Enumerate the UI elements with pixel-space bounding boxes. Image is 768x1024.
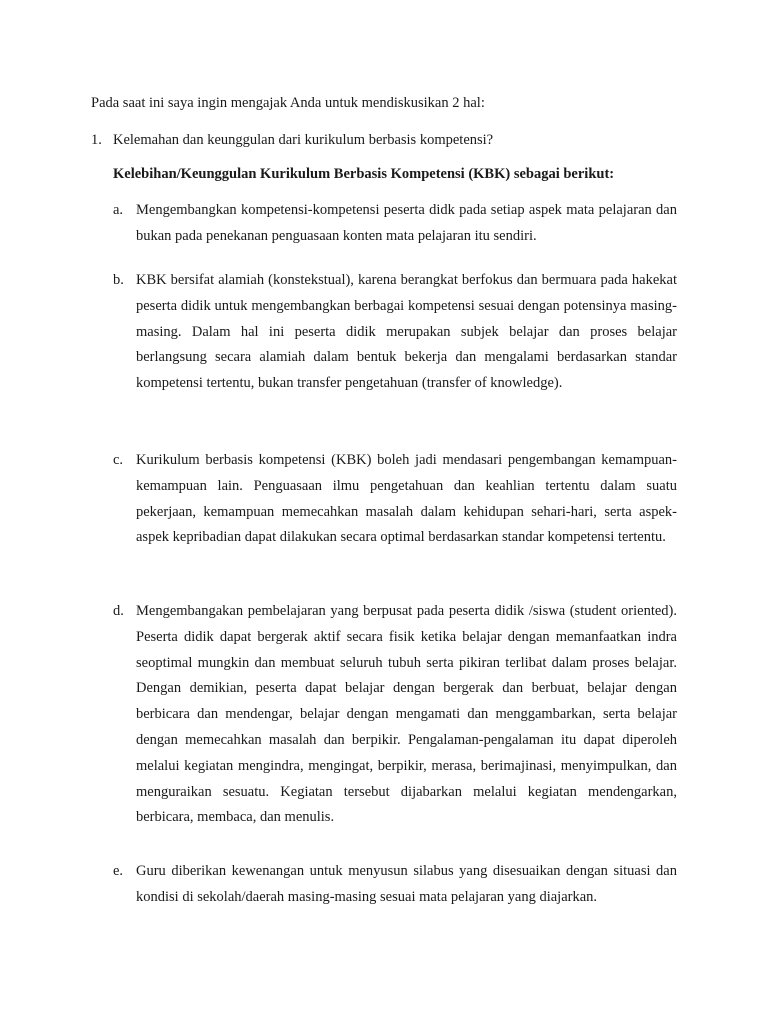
intro-paragraph: Pada saat ini saya ingin mengajak Anda untuk mendiskusikan 2 hal: <box>91 95 485 111</box>
question-number: 1. <box>91 132 102 148</box>
list-item-c <box>113 448 677 551</box>
list-item-a <box>113 198 677 250</box>
question-item <box>91 130 493 150</box>
list-marker: d. <box>113 603 124 619</box>
section-heading: Kelebihan/Keunggulan Kurikulum Berbasis Kompetensi (KBK) sebagai berikut: <box>113 166 615 182</box>
list-item-text: Kurikulum berbasis kompetensi (KBK) boleh jadi mendasari pengembangan kemampuan-kemampuan lain. Penguasaan ilmu pengetahuan dan keahlian tertentu dalam suatu pekerjaan, kemampuan memecahkan masalah dalam kehidupan sehari-hari, serta aspek-aspek kepribadian dapat dilakukan secara optimal berdasarkan standar kompetensi tertentu. <box>136 452 677 546</box>
list-item-b <box>113 268 677 397</box>
list-marker: c. <box>113 452 124 468</box>
list-item-text: Mengembangkan kompetensi-kompetensi peserta didk pada setiap aspek mata pelajaran dan bukan pada penekanan penguasaan konten mata pelajaran itu sendiri. <box>136 202 677 244</box>
list-item-text: KBK bersifat alamiah (konstekstual), karena berangkat berfokus dan bermuara pada hakekat peserta didik untuk mengembangkan berbagai kompetensi sesuai dengan potensinya masing-masing. Dalam hal ini peserta didik merupakan subjek belajar dan proses belajar berlangsung secara alamiah dalam bentuk bekerja dan mengalami berdasarkan standar kompetensi tertentu, bukan transfer pengetahuan (transfer of knowledge). <box>136 272 677 392</box>
list-item-text: Mengembangakan pembelajaran yang berpusat pada peserta didik /siswa (student oriented). Peserta didik dapat bergerak aktif secara fisik ketika belajar dengan memanfaatkan indra seoptimal mungkin dan membuat seluruh tubuh serta pikiran terlibat dalam proses belajar. Dengan demikian, peserta dapat belajar dengan bergerak dan berbuat, belajar dengan berbicara dan mendengar, belajar dengan mengamati dan menggambarkan, serta belajar dengan memecahkan masalah dan berpikir. Pengalaman-pengalaman itu dapat diperoleh melalui kegiatan mengindra, mengingat, berpikir, merasa, berimajinasi, menyimpulkan, dan menguraikan sesuatu. Kegiatan tersebut dijabarkan melalui kegiatan mendengarkan, berbicara, membaca, dan menulis. <box>136 603 677 826</box>
list-item-e <box>113 859 677 911</box>
list-marker: b. <box>113 272 124 288</box>
list-marker: a. <box>113 202 124 218</box>
question-text: Kelemahan dan keunggulan dari kurikulum berbasis kompetensi? <box>113 132 494 148</box>
list-item-text: Guru diberikan kewenangan untuk menyusun silabus yang disesuaikan dengan situasi dan kondisi di sekolah/daerah masing-masing sesuai mata pelajaran yang diajarkan. <box>136 863 677 905</box>
list-marker: e. <box>113 863 124 879</box>
list-item-d <box>113 599 677 831</box>
